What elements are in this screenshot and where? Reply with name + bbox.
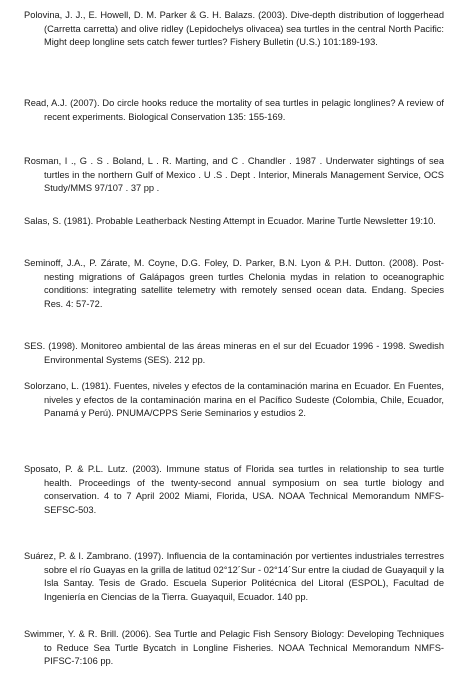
reference-salas: Salas, S. (1981). Probable Leatherback Nesting Attempt in Ecuador. Marine Turtle Newsletter 19:10.	[24, 216, 436, 226]
reference-polovina: Polovina, J. J., E. Howell, D. M. Parker & G. H. Balazs. (2003). Dive-depth distribution of loggerhead (Carretta carretta) and olive ridley (Lepidochelys olivacea) sea turtles in the central North Pacific: Might deep longline sets catch fewer turtles? Fishery Bulletin (U.S.) 101:189-193.	[24, 10, 444, 48]
reference-read: Read, A.J. (2007). Do circle hooks reduce the mortality of sea turtles in pelagic longlines? A review of recent experiments. Biological Conservation 135: 155-169.	[24, 98, 444, 122]
reference-sposato: Sposato, P. & P.L. Lutz. (2003). Immune status of Florida sea turtles in relationship to sea turtle health. Proceedings of the twenty-second annual symposium on sea turtle biology and conservation. 4 to 7 April 2002 Miami, Florida, USA. NOAA Technical Memorandum NMFS-SEFSC-503.	[24, 464, 444, 515]
reference-rosman: Rosman, I ., G . S . Boland, L . R. Marting, and C . Chandler . 1987 . Underwater sightings of sea turtles in the northern Gulf of Mexico . U .S . Dept . Interior, Minerals Management Service, OCS Study/MMS 97/107 . 37 pp .	[24, 156, 444, 194]
reference-solorzano: Solorzano, L. (1981). Fuentes, niveles y efectos de la contaminación marina en Ecuador. En Fuentes, niveles y efectos de la contaminación marina en el Pacífico Sudeste (Colombia, Chile, Ecuador, Panamá y Perú). PNUMA/CPPS Serie Seminarios y estudios 2.	[24, 381, 444, 419]
reference-ses: SES. (1998). Monitoreo ambiental de las áreas mineras en el sur del Ecuador 1996 - 1998. Swedish Environmental Systems (SES). 212 pp.	[24, 341, 444, 365]
reference-suarez: Suárez, P. & I. Zambrano. (1997). Influencia de la contaminación por vertientes industriales terrestres sobre el río Guayas en la grilla de latitud 02°12´Sur - 02°14´Sur entre la ciudad de Guayaquil y la Isla Santay. Tesis de Grado. Escuela Superior Politécnica del Litoral (ESPOL), Facultad de Ingeniería en Ciencias de la Tierra. Guayaquil, Ecuador. 140 pp.	[24, 551, 444, 602]
reference-seminoff: Seminoff, J.A., P. Zárate, M. Coyne, D.G. Foley, D. Parker, B.N. Lyon & P.H. Dutton. (2008). Post-nesting migrations of Galápagos green turtles Chelonia mydas in relation to oceanographic conditions: integrating satellite telemetry with remotely sensed ocean data. Endang. Species Res. 4: 57-72.	[24, 258, 444, 309]
reference-swimmer: Swimmer, Y. & R. Brill. (2006). Sea Turtle and Pelagic Fish Sensory Biology: Developing Techniques to Reduce Sea Turtle Bycatch in Longline Fisheries. NOAA Technical Memorandum NMFS-PIFSC-7:106 pp.	[24, 629, 444, 667]
